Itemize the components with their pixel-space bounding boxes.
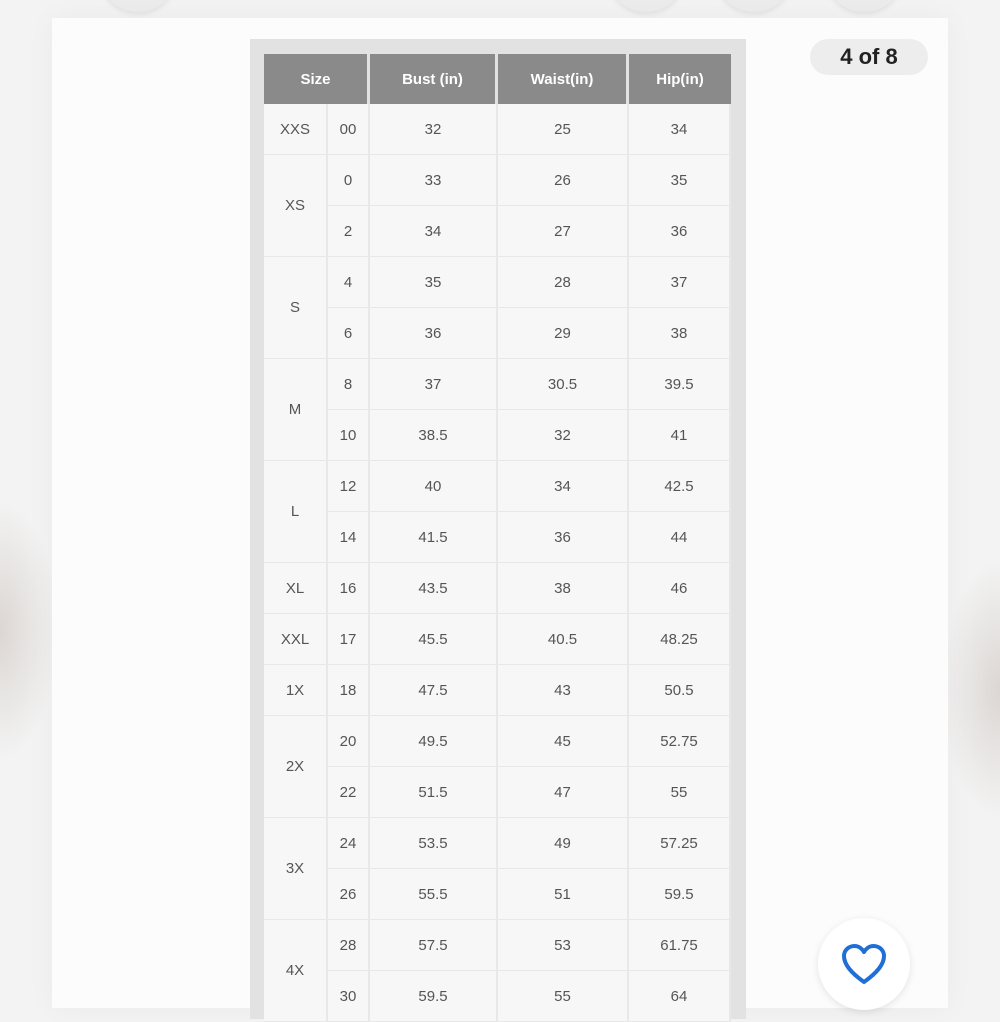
size-number-cell: 12 xyxy=(328,461,370,512)
size-number-cell: 28 xyxy=(328,920,370,971)
waist-cell: 36 xyxy=(498,512,629,563)
page-counter: 4 of 8 xyxy=(810,39,928,75)
waist-cell: 40.5 xyxy=(498,614,629,665)
size-label-cell: 2X xyxy=(264,716,328,818)
size-number-cell: 2 xyxy=(328,206,370,257)
waist-cell: 28 xyxy=(498,257,629,308)
table-row xyxy=(264,767,731,818)
bust-cell: 38.5 xyxy=(370,410,498,461)
size-number-cell: 17 xyxy=(328,614,370,665)
waist-cell: 47 xyxy=(498,767,629,818)
bust-cell: 47.5 xyxy=(370,665,498,716)
table-row xyxy=(264,155,731,206)
hip-cell: 52.75 xyxy=(629,716,731,767)
hip-cell: 57.25 xyxy=(629,818,731,869)
bust-cell: 34 xyxy=(370,206,498,257)
hip-cell: 44 xyxy=(629,512,731,563)
top-control-1[interactable] xyxy=(102,0,174,12)
size-label-cell: S xyxy=(264,257,328,359)
size-label-cell: 1X xyxy=(264,665,328,716)
table-row xyxy=(264,206,731,257)
bust-cell: 36 xyxy=(370,308,498,359)
header-bust: Bust (in) xyxy=(370,54,498,104)
bust-cell: 33 xyxy=(370,155,498,206)
bust-cell: 57.5 xyxy=(370,920,498,971)
size-label-cell: M xyxy=(264,359,328,461)
size-number-cell: 00 xyxy=(328,104,370,155)
like-button[interactable] xyxy=(818,918,910,1010)
table-row xyxy=(264,257,731,308)
size-number-cell: 8 xyxy=(328,359,370,410)
bust-cell: 59.5 xyxy=(370,971,498,1022)
size-chart-header-row xyxy=(264,54,731,104)
waist-cell: 55 xyxy=(498,971,629,1022)
bust-cell: 37 xyxy=(370,359,498,410)
hip-cell: 61.75 xyxy=(629,920,731,971)
table-row xyxy=(264,818,731,869)
size-label-cell: XXL xyxy=(264,614,328,665)
top-control-2[interactable] xyxy=(610,0,682,12)
table-row xyxy=(264,614,731,665)
table-row xyxy=(264,920,731,971)
bust-cell: 55.5 xyxy=(370,869,498,920)
size-number-cell: 4 xyxy=(328,257,370,308)
waist-cell: 26 xyxy=(498,155,629,206)
waist-cell: 45 xyxy=(498,716,629,767)
hip-cell: 38 xyxy=(629,308,731,359)
table-row xyxy=(264,308,731,359)
bust-cell: 35 xyxy=(370,257,498,308)
size-number-cell: 22 xyxy=(328,767,370,818)
waist-cell: 30.5 xyxy=(498,359,629,410)
background-glow-right xyxy=(940,560,1000,820)
size-label-cell: L xyxy=(264,461,328,563)
top-control-3[interactable] xyxy=(718,0,790,12)
size-number-cell: 0 xyxy=(328,155,370,206)
size-label-cell: XS xyxy=(264,155,328,257)
size-chart-body xyxy=(264,104,731,1022)
size-number-cell: 30 xyxy=(328,971,370,1022)
table-row xyxy=(264,461,731,512)
waist-cell: 38 xyxy=(498,563,629,614)
hip-cell: 50.5 xyxy=(629,665,731,716)
hip-cell: 39.5 xyxy=(629,359,731,410)
header-hip: Hip(in) xyxy=(629,54,731,104)
hip-cell: 35 xyxy=(629,155,731,206)
size-label-cell: 3X xyxy=(264,818,328,920)
bust-cell: 40 xyxy=(370,461,498,512)
top-control-4[interactable] xyxy=(828,0,900,12)
hip-cell: 64 xyxy=(629,971,731,1022)
size-chart-table xyxy=(264,54,731,1022)
hip-cell: 37 xyxy=(629,257,731,308)
hip-cell: 48.25 xyxy=(629,614,731,665)
bust-cell: 51.5 xyxy=(370,767,498,818)
size-number-cell: 24 xyxy=(328,818,370,869)
bust-cell: 49.5 xyxy=(370,716,498,767)
size-number-cell: 26 xyxy=(328,869,370,920)
heart-icon xyxy=(840,942,888,986)
header-size: Size xyxy=(264,54,370,104)
waist-cell: 32 xyxy=(498,410,629,461)
waist-cell: 51 xyxy=(498,869,629,920)
table-row xyxy=(264,716,731,767)
bust-cell: 41.5 xyxy=(370,512,498,563)
background-glow-left xyxy=(0,500,60,760)
size-label-cell: XL xyxy=(264,563,328,614)
waist-cell: 27 xyxy=(498,206,629,257)
table-row xyxy=(264,665,731,716)
header-waist: Waist(in) xyxy=(498,54,629,104)
waist-cell: 49 xyxy=(498,818,629,869)
table-row xyxy=(264,869,731,920)
table-row xyxy=(264,971,731,1022)
table-row xyxy=(264,563,731,614)
hip-cell: 34 xyxy=(629,104,731,155)
size-number-cell: 6 xyxy=(328,308,370,359)
hip-cell: 42.5 xyxy=(629,461,731,512)
waist-cell: 29 xyxy=(498,308,629,359)
waist-cell: 53 xyxy=(498,920,629,971)
size-number-cell: 14 xyxy=(328,512,370,563)
table-row xyxy=(264,410,731,461)
bust-cell: 45.5 xyxy=(370,614,498,665)
bust-cell: 53.5 xyxy=(370,818,498,869)
hip-cell: 36 xyxy=(629,206,731,257)
size-label-cell: 4X xyxy=(264,920,328,1022)
size-number-cell: 10 xyxy=(328,410,370,461)
hip-cell: 41 xyxy=(629,410,731,461)
bust-cell: 32 xyxy=(370,104,498,155)
size-number-cell: 20 xyxy=(328,716,370,767)
hip-cell: 46 xyxy=(629,563,731,614)
waist-cell: 34 xyxy=(498,461,629,512)
size-number-cell: 16 xyxy=(328,563,370,614)
bust-cell: 43.5 xyxy=(370,563,498,614)
size-number-cell: 18 xyxy=(328,665,370,716)
table-row xyxy=(264,512,731,563)
hip-cell: 55 xyxy=(629,767,731,818)
table-row xyxy=(264,359,731,410)
waist-cell: 43 xyxy=(498,665,629,716)
table-row xyxy=(264,104,731,155)
size-label-cell: XXS xyxy=(264,104,328,155)
waist-cell: 25 xyxy=(498,104,629,155)
hip-cell: 59.5 xyxy=(629,869,731,920)
